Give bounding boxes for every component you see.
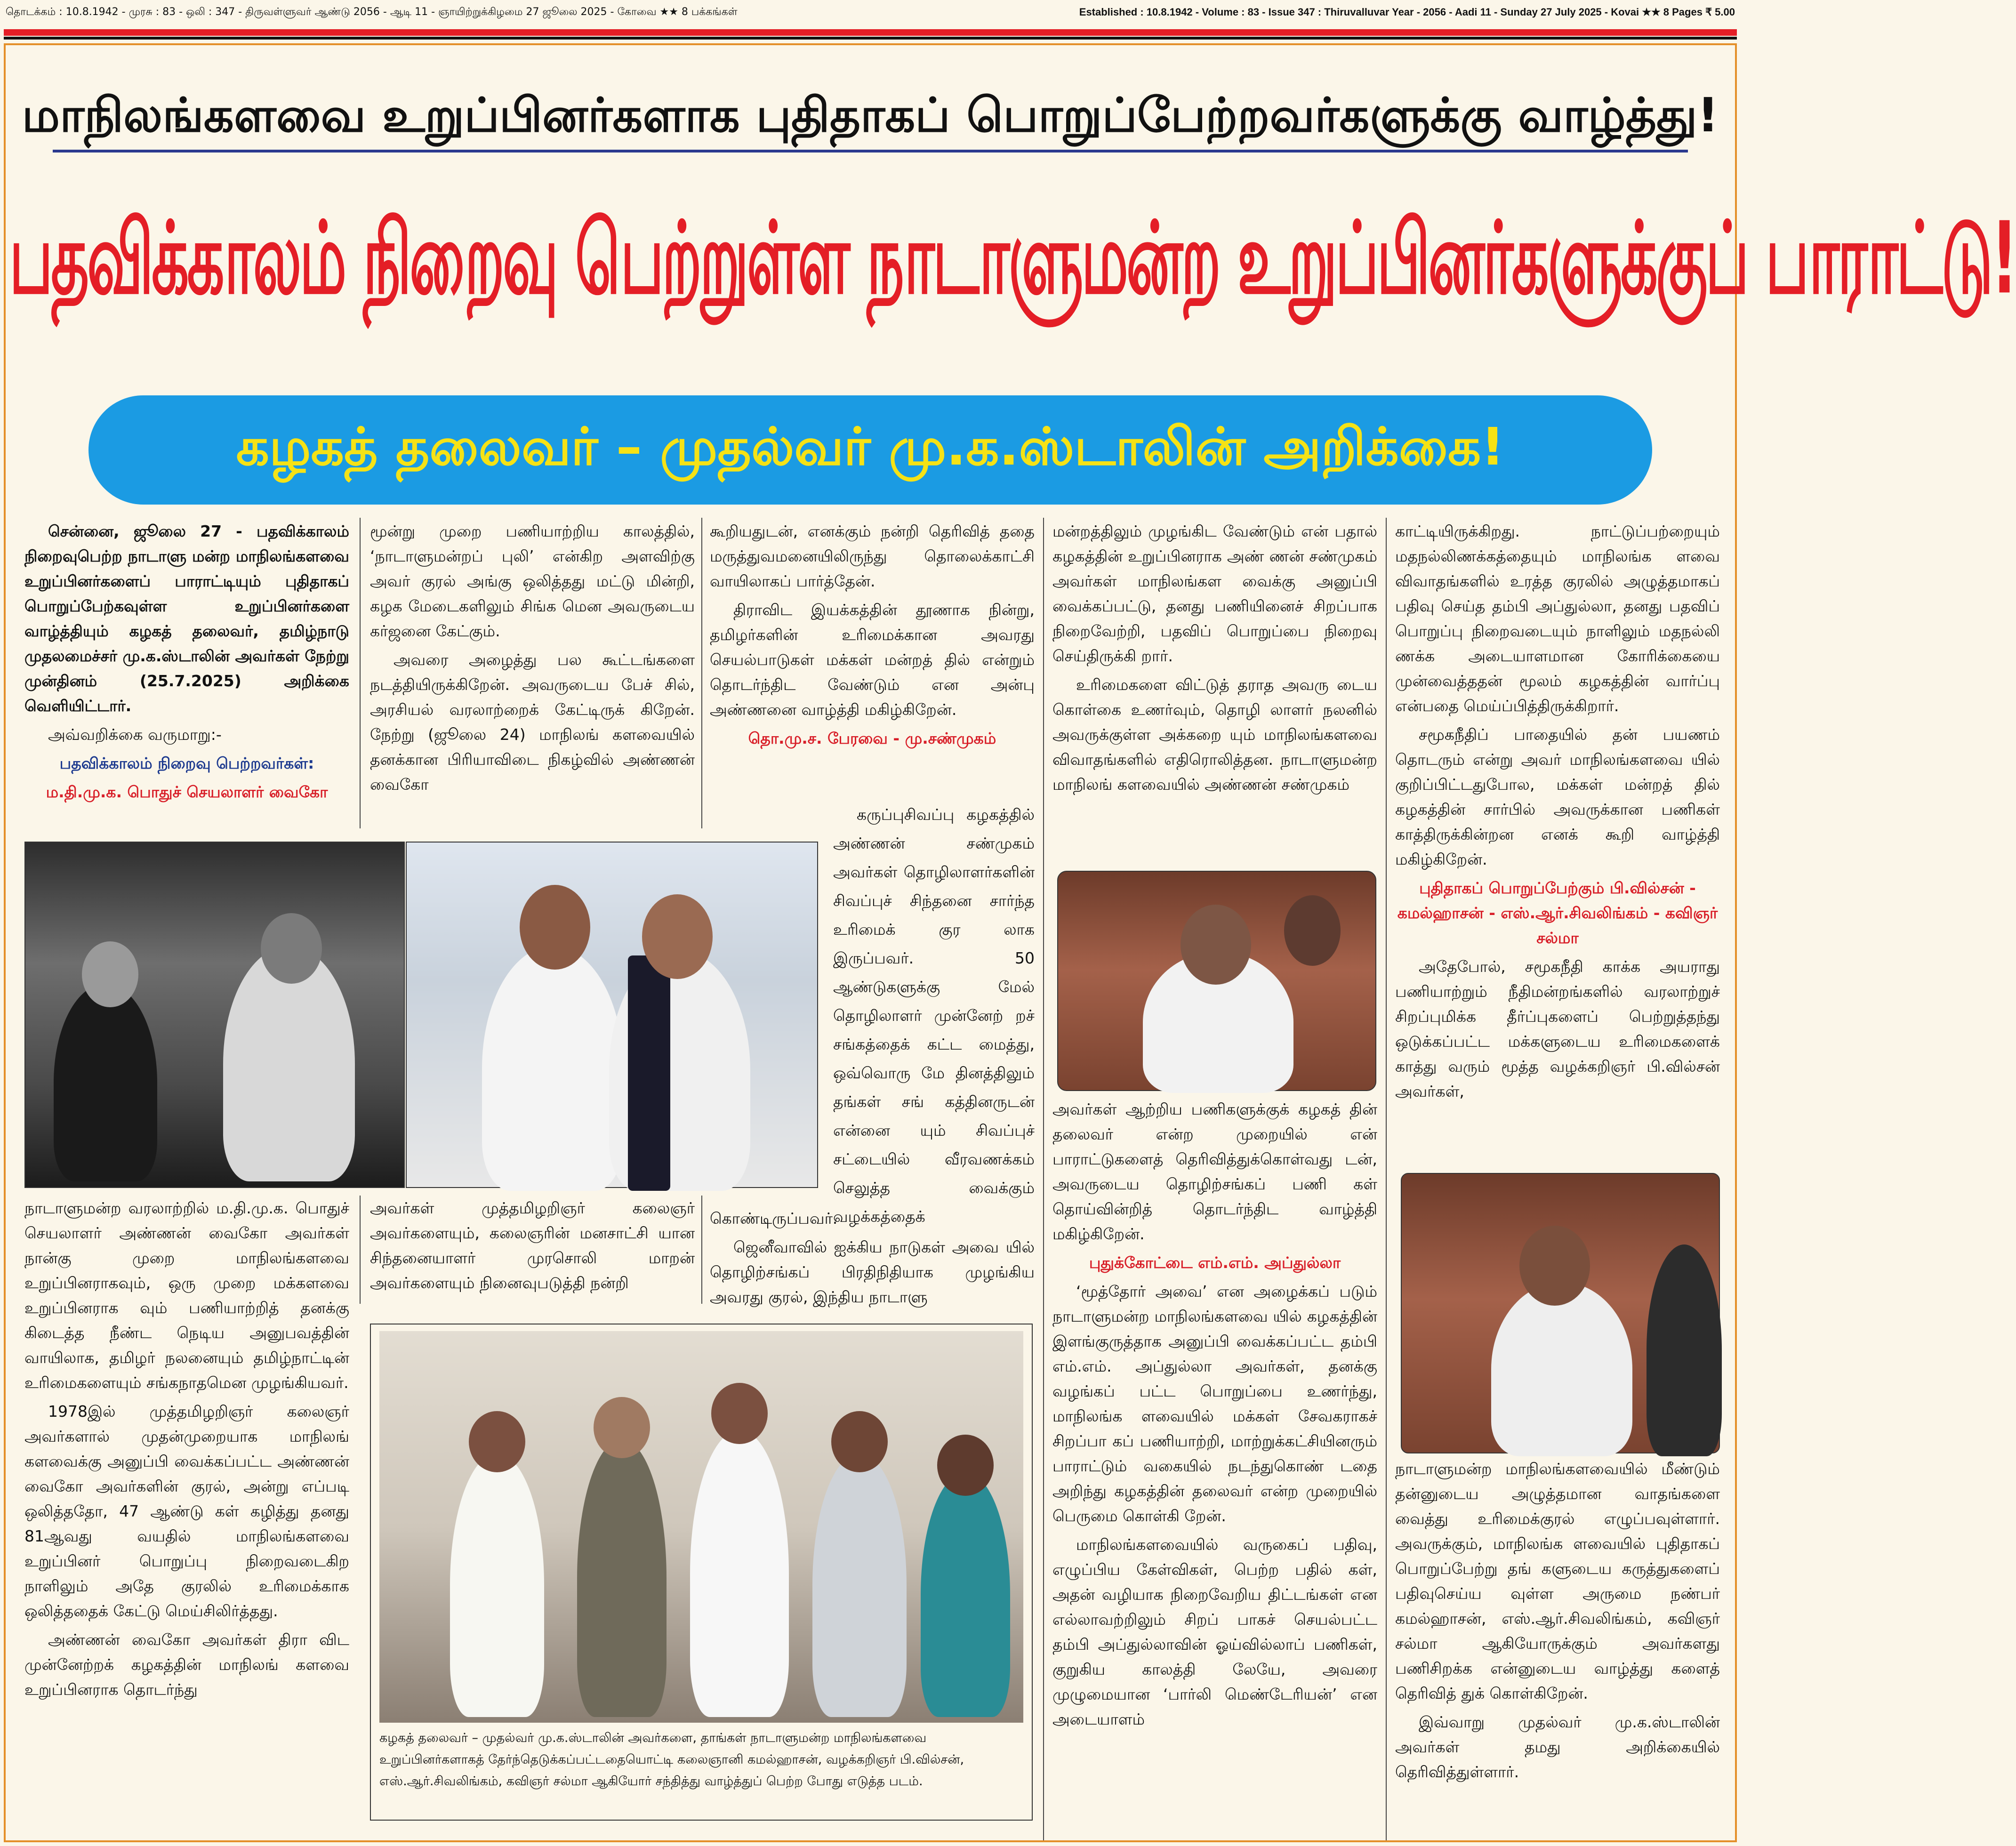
photo-shanmugam-rajya-sabha — [1057, 871, 1376, 1091]
column-divider — [701, 1196, 702, 1304]
col2-paragraph-3: அவர்கள் முத்தமிழறிஞர் கலைஞர் அவர்களையும், கலைஞரின் மனசாட்சி யான சிந்தனையாளர் முரசொலி மாறன் அவர்களையும் நினைவுபடுத்தி நன்றி — [370, 1199, 695, 1292]
column-3-top — [710, 519, 1035, 754]
column-4-bottom — [1052, 1097, 1377, 1735]
column-1-bottom — [24, 1196, 349, 1706]
subhead-new-members: புதிதாகப் பொறுப்பேற்கும் பி.வில்சன் - கமல்ஹாசன் - எஸ்.ஆர்.சிவலிங்கம் - கவிஞர் சல்மா — [1397, 879, 1718, 947]
col3-paragraph-4: கொண்டிருப்பவர். — [710, 1209, 838, 1228]
column-5-bottom — [1395, 1456, 1720, 1788]
photo-stalin-vaiko — [406, 842, 818, 1188]
column-divider — [701, 518, 702, 828]
vaiko-paragraph-1: நாடாளுமன்ற வரலாற்றில் ம.தி.மு.க. பொதுச் செயலாளர் அண்ணன் வைகோ அவர்கள் நான்கு முறை மாநிலங்களவை உறுப்பினராகவும், ஒரு முறை மக்களவை உறுப்பினராக வும் பணியாற்றித் தனக்கு கிடைத்த நீண்ட நெடிய அனுபவத்தின் வாயிலாக, தமிழர் நலனையும் தமிழ்நாட்டின் உரிமைகளையும் சங்கநாதமென முழங்கியவர். — [24, 1199, 349, 1392]
subhead-retired-members: பதவிக்காலம் நிறைவு பெற்றவர்கள்: — [59, 754, 314, 772]
group-photo-frame — [370, 1324, 1033, 1821]
article-lead: சென்னை, ஜூலை 27 - பதவிக்காலம் நிறைவுபெற்ற நாடாளு மன்ற மாநிலங்களவை உறுப்பினர்களைப் பாராட்டியும் புதிதாகப் பொறுப்பேற்கவுள்ள உறுப்பினர்களை வாழ்த்தியும் கழகத் தலைவர், தமிழ்நாடு முதலமைச்சர் மு.க.ஸ்டாலின் அவர்கள் நேற்று முன்தினம் (25.7.2025) அறிக்கை வெளியிட்டார். — [24, 522, 349, 715]
col3-paragraph-2: திராவிட இயக்கத்தின் தூணாக நின்று, தமிழர்களின் உரிமைக்கான அவரது செயல்பாடுகள் மக்கள் மன்றத் தில் என்றும் தொடர்ந்திட வேண்டும் என அன்பு அண்ணனை வாழ்த்தி மகிழ்கிறேன். — [710, 601, 1035, 719]
col5-paragraph-1: காட்டியிருக்கிறது. நாட்டுப்பற்றையும் மதநல்லிணக்கத்தையும் மாநிலங்க ளவை விவாதங்களில் உரத்த குரலில் அழுத்தமாகப் பதிவு செய்த தம்பி அப்துல்லா, தனது பதவிப் பொறுப்பு நிறைவடையும் நாளிலும் மதநல்லி ணக்க அடையாளமான கோரிக்கையை முன்வைத்ததன் மூலம் கழகத்தின் வார்ப்பு என்பதை மெய்ப்பித்திருக்கிறார். — [1395, 522, 1720, 715]
masthead — [0, 0, 1741, 28]
banner-text: கழகத் தலைவர் – முதல்வர் மு.க.ஸ்டாலின் அறிக்கை! — [236, 416, 1505, 477]
column-3-shanmugam-text — [833, 800, 1035, 1235]
vaiko-paragraph-2: 1978இல் முத்தமிழறிஞர் கலைஞர் அவர்களால் முதன்முறையாக மாநிலங் களவைக்கு அனுப்பி வைக்கப்பட்ட அண்ணன் வைகோ அவர்களின் குரல், அன்று எப்படி ஒலித்ததோ, 47 ஆண்டு கள் கழித்து தனது 81ஆவது வயதில் மாநிலங்களவை உறுப்பினர் பொறுப்பு நிறைவடைகிற நாளிலும் அதே குரலில் உரிமைக்காக ஒலித்ததைக் கேட்டு மெய்சிலிர்த்தது. — [24, 1402, 349, 1620]
column-divider — [1386, 518, 1387, 1840]
masthead-rule-red — [4, 29, 1737, 36]
statement-intro: அவ்வறிக்கை வருமாறு:- — [48, 725, 222, 744]
photo-new-members-with-stalin — [379, 1331, 1023, 1723]
col5-paragraph-3: அதேபோல், சமூகநீதி காக்க அயராது பணியாற்றும் நீதிமன்றங்களில் வரலாற்றுச் சிறப்புமிக்க தீர்ப்புகளைப் பெற்றுத்தந்து ஒடுக்கப்பட்ட மக்களுடைய உரிமைகளைக் காத்து வரும் மூத்த வழக்கறிஞர் பி.வில்சன் அவர்கள், — [1395, 957, 1720, 1100]
col3-paragraph-5: ஜெனீவாவில் ஐக்கிய நாடுகள் அவை யில் தொழிற்சங்கப் பிரதிநிதியாக முழங்கிய அவரது குரல், இந்திய நாடாளு — [710, 1238, 1035, 1306]
photo-vaiko-archive — [24, 842, 405, 1188]
column-divider — [360, 518, 361, 828]
masthead-tamil: தொடக்கம் : 10.8.1942 - முரசு : 83 - ஒலி : 347 - திருவள்ளுவர் ஆண்டு 2056 - ஆடி 11 - ஞாயிற்றுக்கிழமை 27 ஜூலை 2025 - கோவை ★★ 8 பக்கங்கள் — [6, 6, 738, 18]
photo-wilson-rajya-sabha — [1401, 1173, 1720, 1453]
headline-banner — [88, 395, 1652, 505]
col2-paragraph-2: அவரை அழைத்து பல கூட்டங்களை நடத்தியிருக்கிறேன். அவருடைய பேச் சில், அரசியல் வரலாற்றைக் கேட்டிருக் கிறேன். நேற்று (ஜூலை 24) மாநிலங் களவையில் தனக்கான பிரியாவிடை நிகழ்வில் அண்ணன் வைகோ — [370, 650, 695, 794]
col5-paragraph-5: இவ்வாறு முதல்வர் மு.க.ஸ்டாலின் அவர்கள் தமது அறிக்கையில் தெரிவித்துள்ளார். — [1395, 1713, 1720, 1781]
col3-paragraph-3: கருப்புசிவப்பு கழகத்தில் அண்ணன் சண்முகம் அவர்கள் தொழிலாளர்களின் சிவப்புச் சிந்தனை சார்ந்த உரிமைக் குர லாக இருப்பவர். 50 ஆண்டுகளுக்கு மேல் தொழிலாளர் முன்னேற் றச் சங்கத்தைக் கட்ட மைத்து, ஒவ்வொரு மே தினத்திலும் தங்கள் சங் கத்தினருடன் என்னை யும் சிவப்புச் சட்டையில் வீரவணக்கம் செலுத்த வைக்கும் வழக்கத்தைக் — [833, 805, 1035, 1226]
vaiko-paragraph-3: அண்ணன் வைகோ அவர்கள் திரா விட முன்னேற்றக் கழகத்தின் மாநிலங் களவை உறுப்பினராக தொடர்ந்து — [24, 1630, 349, 1699]
group-photo-caption: கழகத் தலைவர் – முதல்வர் மு.க.ஸ்டாலின் அவர்களை, தாங்கள் நாடாளுமன்ற மாநிலங்களவை உறுப்பினர்களாகத் தேர்ந்தெடுக்கப்பட்டதையொட்டி கலைஞானி கமல்ஹாசன், வழக்கறிஞர் பி.வில்சன், எஸ்.ஆர்.சிவலிங்கம், கவிஞர் சல்மா ஆகியோர் சந்தித்து வாழ்த்துப் பெற்ற போது எடுத்த படம். — [379, 1731, 964, 1789]
col5-paragraph-4: நாடாளுமன்ற மாநிலங்களவையில் மீண்டும் தன்னுடைய அழுத்தமான வாதங்களை வைத்து உரிமைக்குரல் எழுப்பவுள்ளார். அவருக்கும், மாநிலங்க ளவையில் புதிதாகப் பொறுப்பேற்று தங் களுடைய கருத்துகளைப் பதிவுசெய்ய வுள்ள அருமை நண்பர் கமல்ஹாசன், எஸ்.ஆர்.சிவலிங்கம், கவிஞர் சல்மா ஆகியோருக்கும் அவர்களது பணிசிறக்க என்னுடைய வாழ்த்து களைத் தெரிவித் துக் கொள்கிறேன். — [1395, 1460, 1720, 1702]
column-5-top — [1395, 519, 1720, 1108]
subhead-abdullah: புதுக்கோட்டை எம்.எம். அப்துல்லா — [1089, 1253, 1341, 1272]
col4-paragraph-1: மன்றத்திலும் முழங்கிட வேண்டும் என் பதால் கழகத்தின் உறுப்பினராக அண் ணன் சண்முகம் அவர்கள் மாநிலங்கள வைக்கு அனுப்பி வைக்கப்பட்டு, தனது பணியினைச் சிறப்பாக நிறைவேற்றி, பதவிப் பொறுப்பை நிறைவு செய்திருக்கி றார். — [1052, 522, 1377, 665]
headline-top: மாநிலங்களவை உறுப்பினர்களாக புதிதாகப் பொறுப்பேற்றவர்களுக்கு வாழ்த்து! — [22, 88, 1719, 143]
subhead-shanmugam: தொ.மு.ச. பேரவை - மு.சண்முகம் — [748, 729, 996, 747]
column-2-bottom — [370, 1196, 695, 1299]
headline-divider — [53, 150, 1688, 152]
col4-paragraph-4: ‘மூத்தோர் அவை’ என அழைக்கப் படும் நாடாளுமன்ற மாநிலங்களவை யில் கழகத்தின் இளங்குருத்தாக அனுப்பி வைக்கப்பட்ட தம்பி எம்.எம். அப்துல்லா அவர்கள், தனக்கு வழங்கப் பட்ட பொறுப்பை உணர்ந்து, மாநிலங்க ளவையில் மக்கள் சேவகராகச் சிறப்பா கப் பணியாற்றி, மாற்றுக்கட்சியினரும் பாராட்டும் வகையில் நடந்துகொண் டதை அறிந்து கழகத்தின் தலைவர் என்ற முறையில் பெருமை கொள்கி றேன். — [1052, 1282, 1377, 1525]
column-4-top — [1052, 519, 1377, 801]
col4-paragraph-5: மாநிலங்களவையில் வருகைப் பதிவு, எழுப்பிய கேள்விகள், பெற்ற பதில் கள், அதன் வழியாக நிறைவேறிய திட்டங்கள் என எல்லாவற்றிலும் சிறப் பாகச் செயல்பட்ட தம்பி அப்துல்லாவின் ஓய்வில்லாப் பணிகள், குறுகிய காலத்தி லேயே, அவரை முழுமையான ‘பார்லி மெண்டேரியன்’ என அடையாளம் — [1052, 1535, 1377, 1728]
col5-paragraph-2: சமூகநீதிப் பாதையில் தன் பயணம் தொடரும் என்று அவர் மாநிலங்களவை யில் குறிப்பிட்டதுபோல, மக்கள் மன்றத் தில் கழகத்தின் சார்பில் அவருக்கான பணிகள் காத்திருக்கின்றன எனக் கூறி வாழ்த்தி மகிழ்கிறேன். — [1395, 725, 1720, 868]
column-2-top — [370, 519, 695, 801]
subhead-vaiko: ம.தி.மு.க. பொதுச் செயலாளர் வைகோ — [46, 783, 328, 801]
col2-paragraph-1: மூன்று முறை பணியாற்றிய காலத்தில், ‘நாடாளுமன்றப் புலி’ என்கிற அளவிற்கு அவர் குரல் அங்கு ஒலித்தது மட்டு மின்றி, கழக மேடைகளிலும் சிங்க மென அவருடைய கர்ஜனை கேட்கும். — [370, 522, 695, 640]
column-divider — [360, 1196, 361, 1304]
col4-paragraph-2: உரிமைகளை விட்டுத் தராத அவரு டைய கொள்கை உணர்வும், தொழி லாளர் நலனில் அவருக்குள்ள அக்கறை யும் மாநிலங்களவை விவாதங்களில் எதிரொலித்தன. நாடாளுமன்ற மாநிலங் களவையில் அண்ணன் சண்முகம் — [1052, 675, 1377, 794]
headline-main: பதவிக்காலம் நிறைவு பெற்றுள்ள நாடாளுமன்ற உறுப்பினர்களுக்குப் பாராட்டு! — [9, 201, 2016, 317]
masthead-english: Established : 10.8.1942 - Volume : 83 - Issue 347 : Thiruvalluvar Year - 2056 - Aadi 11 - Sunday 27 July 2025 - Kovai ★★ 8 Pages ₹ 5.00 — [1079, 6, 1735, 18]
column-3-bottom — [710, 1206, 1035, 1313]
column-1-top — [24, 519, 349, 808]
column-divider — [1043, 518, 1044, 1840]
masthead-rule-black — [4, 37, 1737, 40]
col4-paragraph-3: அவர்கள் ஆற்றிய பணிகளுக்குக் கழகத் தின் தலைவர் என்ற முறையில் என் பாராட்டுகளைத் தெரிவித்துக்கொள்வது டன், அவருடைய தொழிற்சங்கப் பணி கள் தொய்வின்றித் தொடர்ந்திட வாழ்த்தி மகிழ்கிறேன். — [1052, 1100, 1377, 1243]
col3-paragraph-1: கூறியதுடன், எனக்கும் நன்றி தெரிவித் ததை மருத்துவமனையிலிருந்து தொலைக்காட்சி வாயிலாகப் பார்த்தேன். — [710, 522, 1035, 590]
